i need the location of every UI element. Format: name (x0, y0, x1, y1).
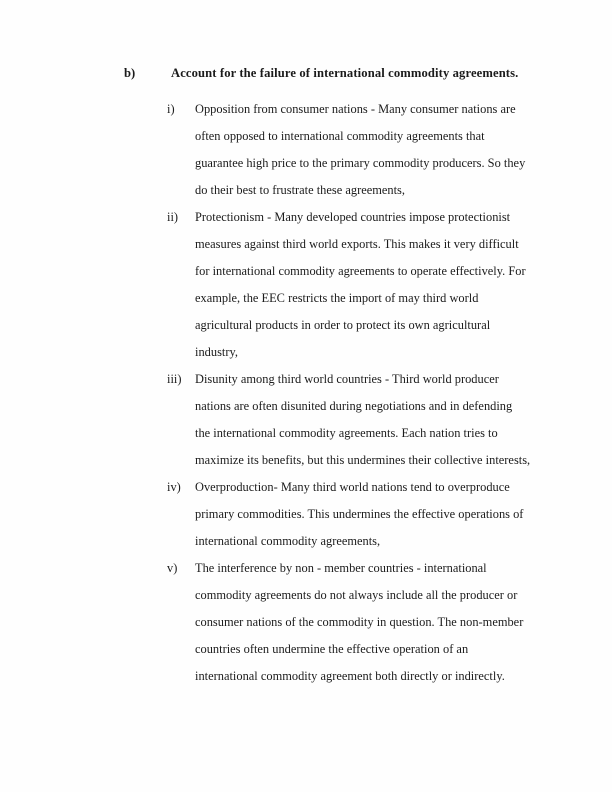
roman-numeral-list (167, 96, 531, 690)
text-line: example, the EEC restricts the import of may third world (195, 291, 479, 305)
text-line: Protectionism - Many developed countries impose protectionist (195, 210, 511, 224)
list-item (167, 204, 527, 366)
list-item (167, 366, 531, 474)
heading-row (124, 64, 524, 82)
text-line: the international commodity agreements. Each nation tries to (195, 426, 498, 440)
list-item-body (195, 555, 527, 690)
list-item-marker: v) (167, 561, 178, 575)
text-line: The interference by non - member countries - international (195, 561, 487, 575)
list-item-marker: iii) (167, 372, 182, 386)
text-line: consumer nations of the commodity in question. The non-member (195, 615, 524, 629)
text-line: guarantee high price to the primary commodity producers. So they (195, 156, 526, 170)
list-item-marker: ii) (167, 210, 179, 224)
text-line: often opposed to international commodity agreements that (195, 129, 485, 143)
list-item (167, 96, 527, 204)
list-item-marker: iv) (167, 480, 181, 494)
text-line: international commodity agreement both directly or indirectly. (195, 669, 505, 683)
list-item-body (195, 96, 527, 204)
text-line: do their best to frustrate these agreements, (195, 183, 405, 197)
text-line: Opposition from consumer nations - Many consumer nations are (195, 102, 516, 116)
page-title: Account for the failure of international commodity agreements. (171, 66, 519, 80)
text-line: international commodity agreements, (195, 534, 381, 548)
text-line: measures against third world exports. This makes it very difficult (195, 237, 519, 251)
list-item (167, 555, 527, 690)
list-item-body (195, 366, 531, 474)
text-line: maximize its benefits, but this undermines their collective interests, (195, 453, 531, 467)
heading-marker: b) (124, 66, 136, 80)
text-line: Overproduction- Many third world nations tend to overproduce (195, 480, 510, 494)
list-item-marker: i) (167, 102, 175, 116)
text-line: for international commodity agreements to operate effectively. For (195, 264, 526, 278)
text-line: industry, (195, 345, 238, 359)
text-line: Disunity among third world countries - Third world producer (195, 372, 499, 386)
text-line: countries often undermine the effective operation of an (195, 642, 469, 656)
list-item-body (195, 204, 527, 366)
list-item (167, 474, 527, 555)
text-line: agricultural products in order to protect its own agricultural (195, 318, 491, 332)
list-item-body (195, 474, 527, 555)
text-line: commodity agreements do not always include all the producer or (195, 588, 518, 602)
text-line: nations are often disunited during negotiations and in defending (195, 399, 513, 413)
text-line: primary commodities. This undermines the effective operations of (195, 507, 524, 521)
